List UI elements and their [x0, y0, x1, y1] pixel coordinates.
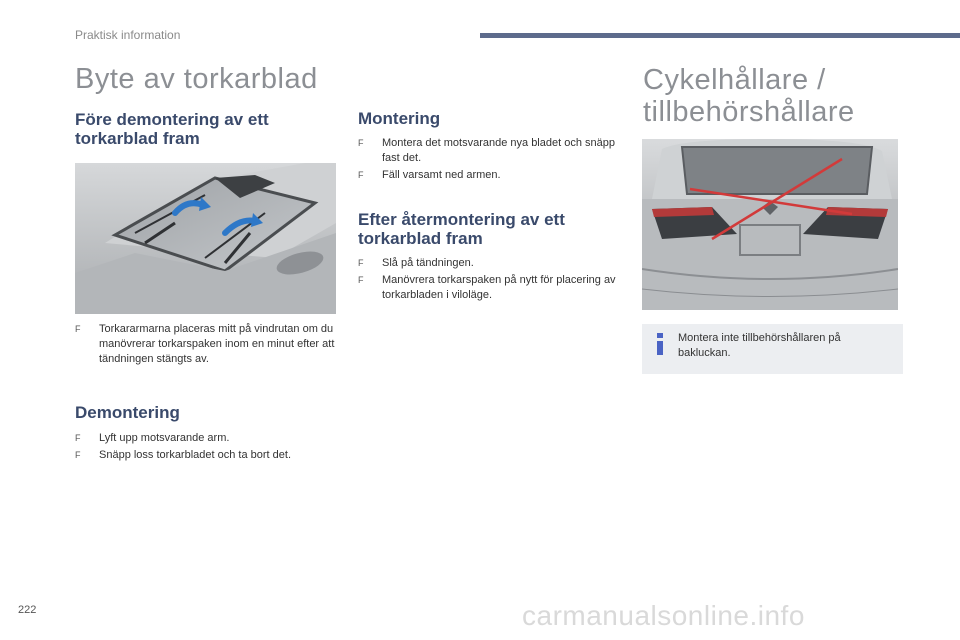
- watermark: carmanualsonline.info: [522, 600, 805, 631]
- title-bike-line2: tillbehörshållare: [643, 96, 855, 128]
- title-bike-line1: Cykelhållare /: [643, 64, 826, 96]
- before-removal-list: [75, 322, 337, 369]
- list-item-text: Lyft upp motsvarande arm.: [99, 432, 230, 444]
- after-refitting-list: [358, 256, 618, 305]
- list-item: [358, 273, 618, 303]
- info-box: [642, 324, 903, 374]
- page-title-bike-carrier: [643, 64, 855, 128]
- list-item: [358, 168, 618, 183]
- info-text: Montera inte tillbehörshållaren på bakluckan.: [678, 332, 841, 359]
- mounting-list: [358, 136, 618, 185]
- heading-removal: Demontering: [75, 403, 180, 422]
- page-number: 222: [18, 604, 37, 616]
- wiper-illustration: [75, 163, 336, 314]
- list-item: [75, 322, 337, 367]
- bullet-marker: F: [358, 258, 364, 268]
- heading-mounting: Montering: [358, 109, 441, 128]
- list-item: [75, 431, 337, 446]
- list-item-text: Montera det motsvarande nya bladet och snäpp fast det.: [382, 137, 615, 164]
- list-item-text: Torkararmarna placeras mitt på vindrutan om du manövrerar torkarspaken inom en minut efter att tändningen stängts av.: [99, 323, 335, 365]
- bullet-marker: F: [358, 138, 364, 148]
- section-label: Praktisk information: [75, 28, 181, 42]
- tailgate-illustration: [642, 139, 898, 310]
- list-item-text: Slå på tändningen.: [382, 257, 474, 269]
- bullet-marker: F: [75, 324, 81, 334]
- page-title-wiper: Byte av torkarblad: [75, 63, 318, 95]
- heading-after-refitting: Efter återmontering av ett torkarblad fram: [358, 210, 565, 248]
- heading-before-removal: Före demontering av ett torkarblad fram: [75, 110, 269, 148]
- info-icon-stem: [657, 341, 663, 355]
- bullet-marker: F: [75, 450, 81, 460]
- list-item-text: Fäll varsamt ned armen.: [382, 169, 501, 181]
- list-item: [75, 448, 337, 463]
- header-accent-bar: [480, 33, 960, 38]
- removal-list: [75, 431, 337, 465]
- list-item-text: Snäpp loss torkarbladet och ta bort det.: [99, 449, 292, 461]
- bullet-marker: F: [75, 433, 81, 443]
- list-item: [358, 136, 618, 166]
- info-icon: [656, 333, 665, 353]
- bullet-marker: F: [358, 275, 364, 285]
- list-item-text: Manövrera torkarspaken på nytt för placering av torkarbladen i viloläge.: [382, 274, 616, 301]
- bullet-marker: F: [358, 170, 364, 180]
- info-icon-dot: [657, 333, 663, 338]
- list-item: [358, 256, 618, 271]
